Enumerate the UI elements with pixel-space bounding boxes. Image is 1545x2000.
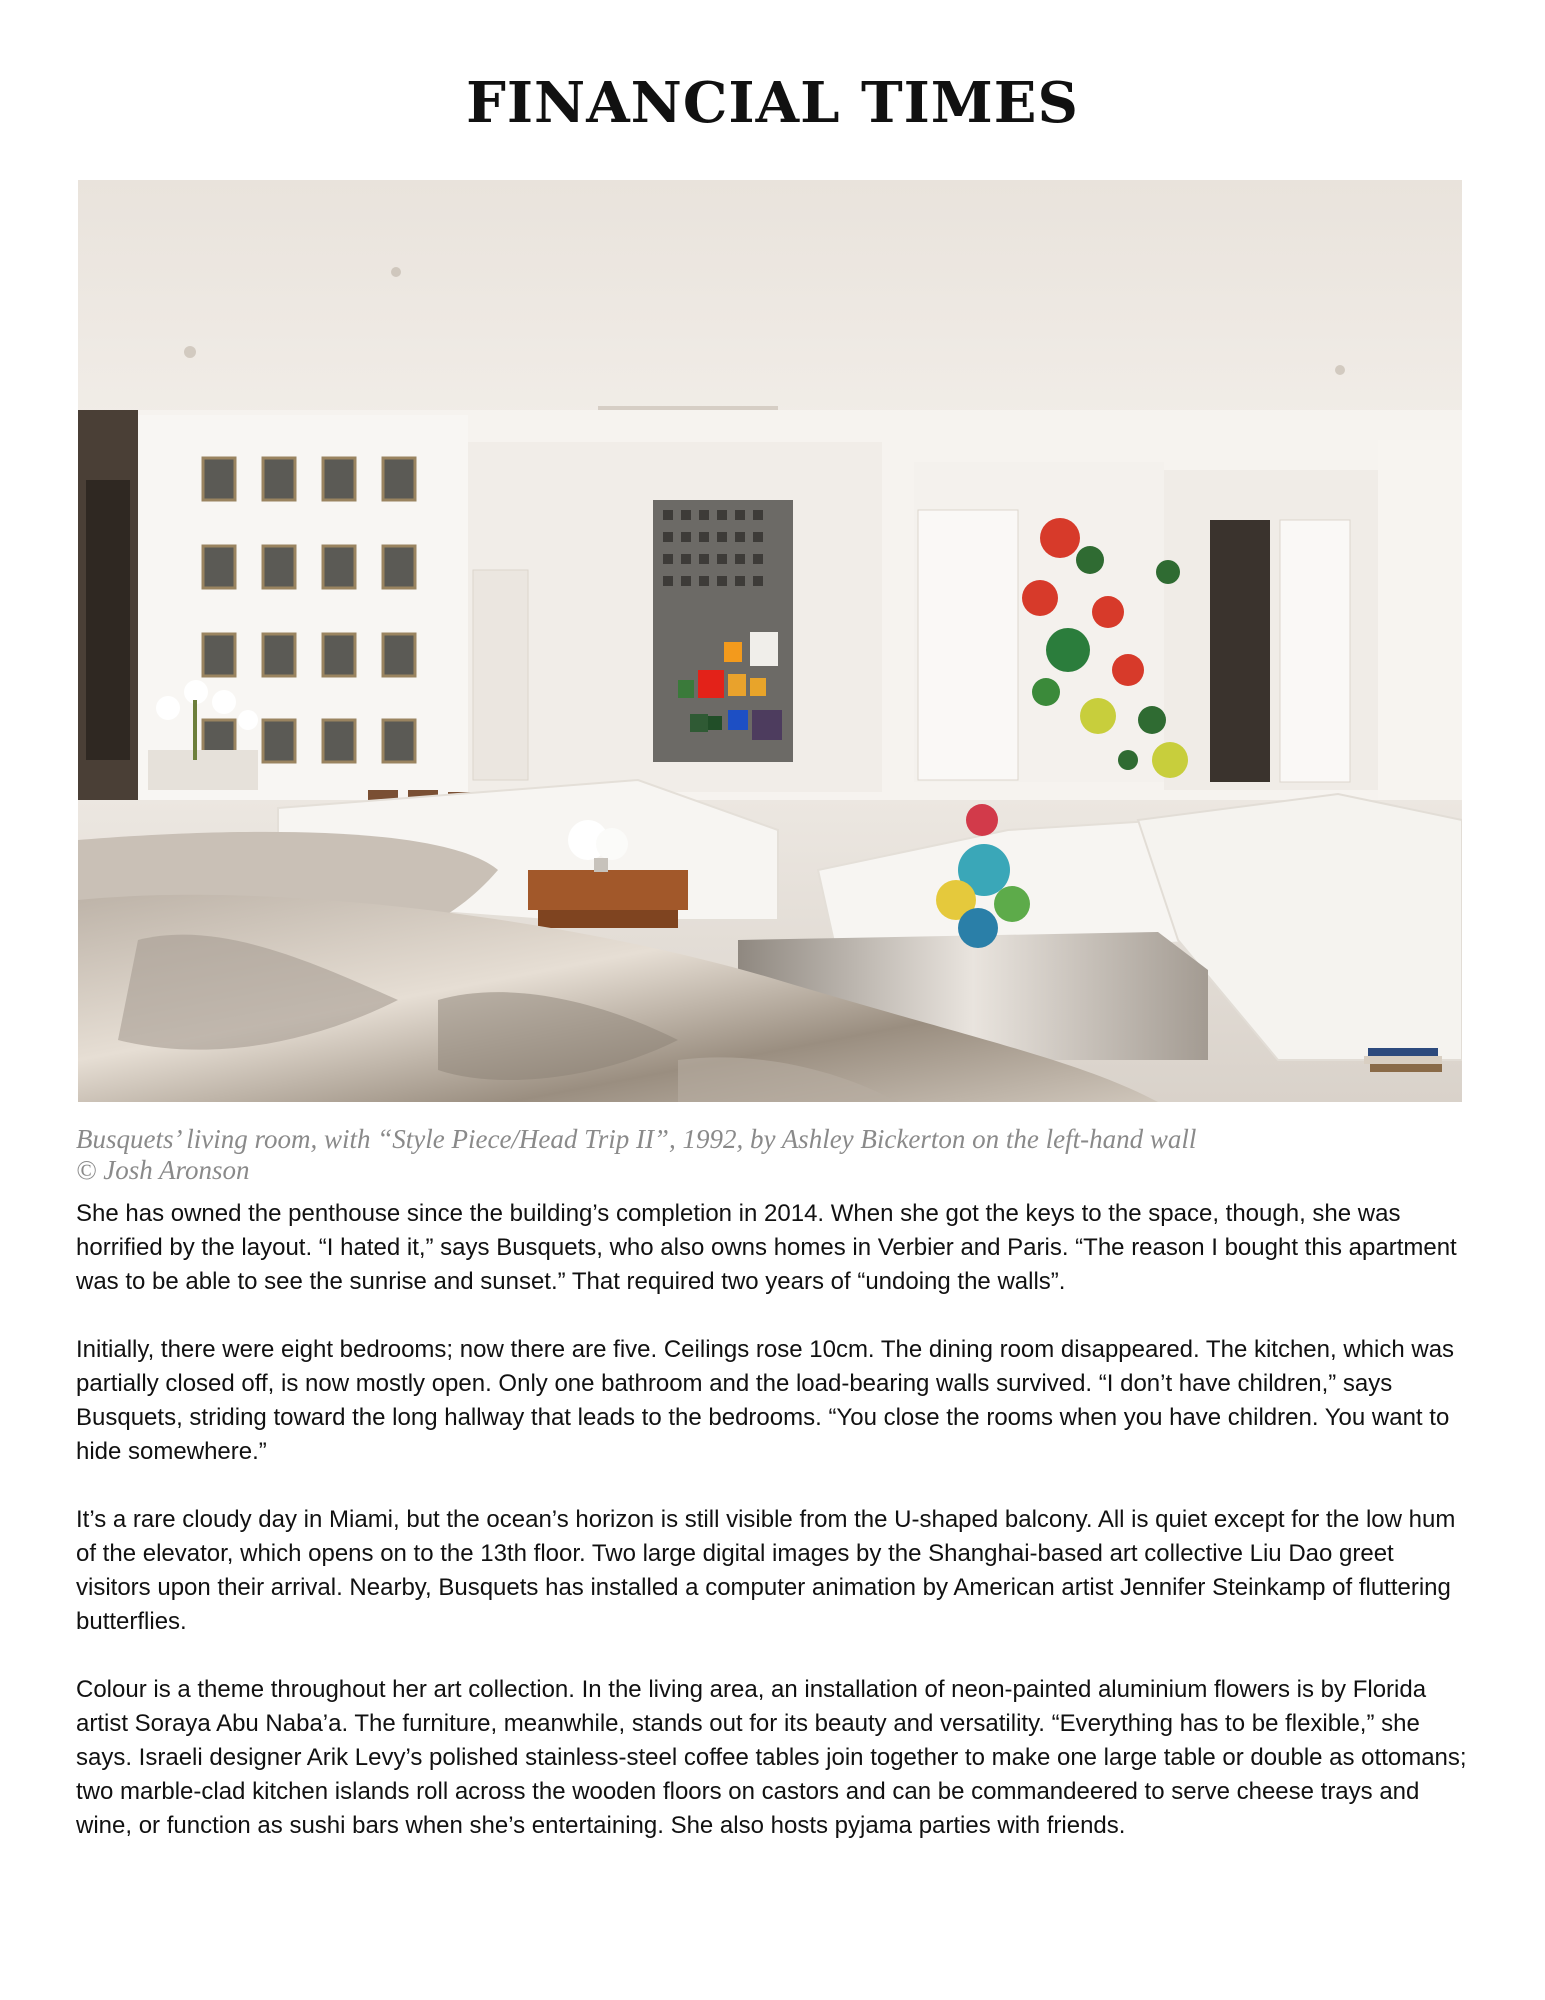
article-body [76,1197,1474,1877]
paragraph: Colour is a theme throughout her art collection. In the living area, an installation of neon-painted aluminium flowers is by Florida artist Soraya Abu Naba’a. The furniture, meanwhile, stands out for its beauty and versatility. “Everything has to be flexible,” she says. Israeli designer Arik Levy’s polished stainless-steel coffee tables join together to make one large table or double as ottomans; two marble-clad kitchen islands roll across the wooden floors on castors and can be commandeered to serve cheese trays and wine, or function as sushi bars when she’s entertaining. She also hosts pyjama parties with friends. [76,1676,1467,1839]
caption-text: Busquets’ living room, with “Style Piece/Head Trip II”, 1992, by Ashley Bickerton on the left-hand wall [76,1124,1197,1154]
caption-credit: © Josh Aronson [76,1155,250,1185]
paragraph: Initially, there were eight bedrooms; now there are five. Ceilings rose 10cm. The dining room disappeared. The kitchen, which was partially closed off, is now mostly open. Only one bathroom and the load-bearing walls survived. “I don’t have children,” says Busquets, striding toward the long hallway that leads to the bedrooms. “You close the rooms when you have children. You want to hide somewhere.” [76,1336,1455,1465]
hero-photo [78,180,1462,1102]
paragraph: It’s a rare cloudy day in Miami, but the ocean’s horizon is still visible from the U-shaped balcony. All is quiet except for the low hum of the elevator, which opens on to the 13th floor. Two large digital images by the Shanghai-based art collective Liu Dao greet visitors upon their arrival. Nearby, Busquets has installed a computer animation by American artist Jennifer Steinkamp of fluttering butterflies. [76,1506,1456,1635]
paragraph: She has owned the penthouse since the building’s completion in 2014. When she got the keys to the space, though, she was horrified by the layout. “I hated it,” says Busquets, who also owns homes in Verbier and Paris. “The reason I bought this apartment was to be able to see the sunrise and sunset.” That required two years of “undoing the walls”. [76,1200,1457,1295]
photo-caption [76,1124,1466,1186]
masthead-title: FINANCIAL TIMES [466,70,1079,136]
